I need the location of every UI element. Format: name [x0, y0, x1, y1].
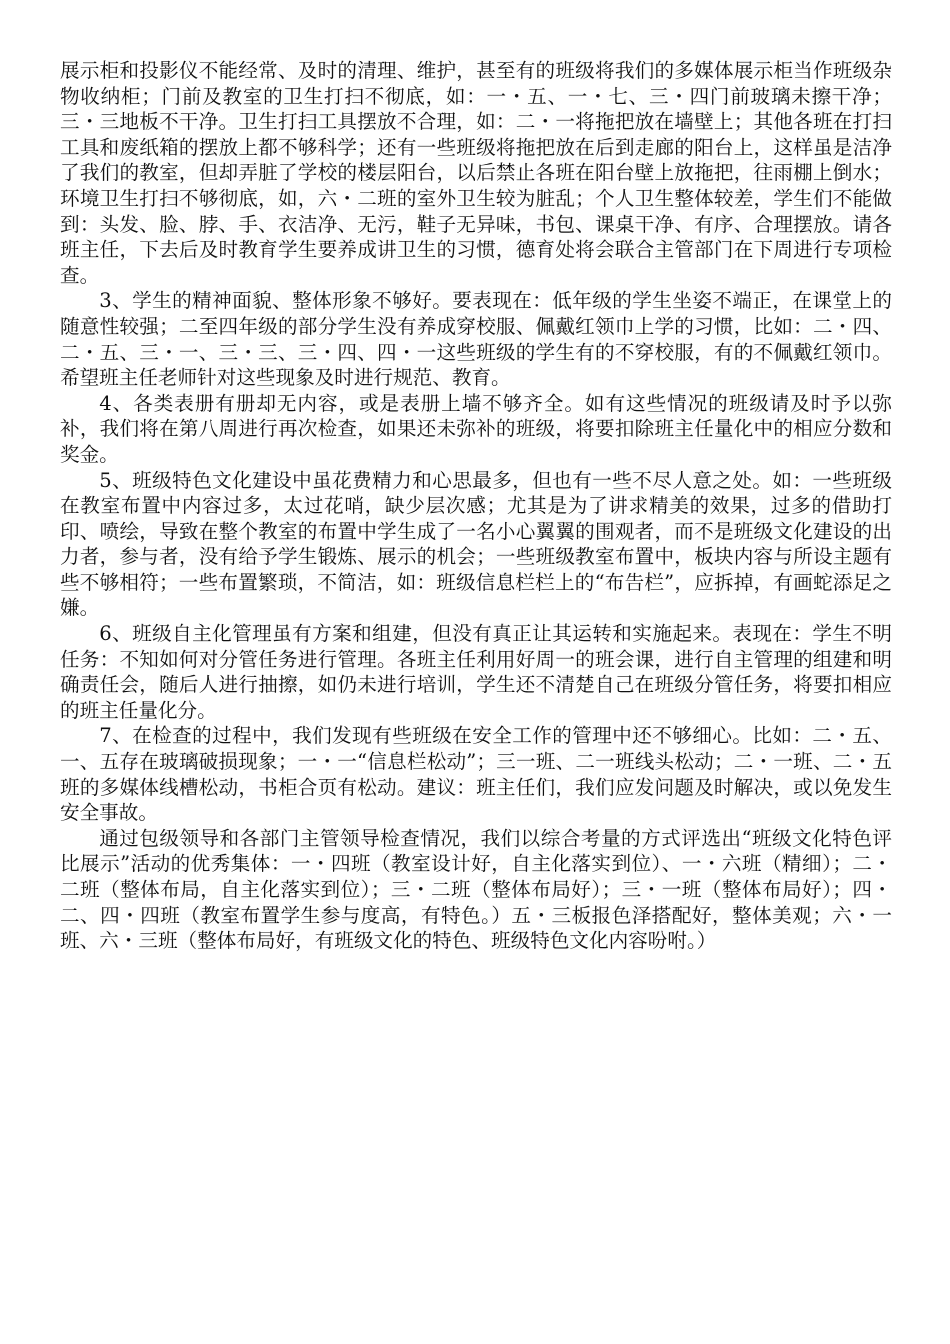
- paragraph-item-4: 4、各类表册有册却无内容，或是表册上墙不够齐全。如有这些情况的班级请及时予以弥补，我们将在第八周进行再次检查，如果还未弥补的班级，将要扣除班主任量化中的相应分数和奖金。: [60, 391, 892, 466]
- paragraph-item-7: 7、在检查的过程中，我们发现有些班级在安全工作的管理中还不够细心。比如：二・五、一、五存在玻璃破损现象；一・一“信息栏松动”；三一班、二一班线头松动；二・一班、二・五班的多媒体线槽松动，书柜合页有松动。建议：班主任们，我们应发问题及时解决，或以免发生安全事故。: [60, 724, 892, 825]
- paragraph-continued-hygiene: 展示柜和投影仪不能经常、及时的清理、维护，甚至有的班级将我们的多媒体展示柜当作班级杂物收纳柜；门前及教室的卫生打扫不彻底，如：一・五、一・七、三・四门前玻璃未擦干净；三・三地板不干净。卫生打扫工具摆放不合理，如：二・一将拖把放在墙壁上；其他各班在打扫工具和废纸箱的摆放上都不够科学；还有一些班级将拖把放在后到走廊的阳台上，这样虽是洁净了我们的教室，但却弄脏了学校的楼层阳台，以后禁止各班在阳台壁上放拖把，往雨棚上倒水；环境卫生打扫不够彻底，如，六・二班的室外卫生较为脏乱；个人卫生整体较差，学生们不能做到：头发、脸、脖、手、衣洁净、无污，鞋子无异味，书包、课桌干净、有序、合理摆放。请各班主任，下去后及时教育学生要养成讲卫生的习惯，德育处将会联合主管部门在下周进行专项检查。: [60, 59, 892, 287]
- document-page: [60, 58, 892, 954]
- paragraph-item-3: 3、学生的精神面貌、整体形象不够好。要表现在：低年级的学生坐姿不端正，在课堂上的随意性较强；二至四年级的部分学生没有养成穿校服、佩戴红领巾上学的习惯，比如：二・四、二・五、三・一、三・三、三・四、四・一这些班级的学生有的不穿校服，有的不佩戴红领巾。希望班主任老师针对这些现象及时进行规范、教育。: [60, 289, 892, 390]
- paragraph-item-6: 6、班级自主化管理虽有方案和组建，但没有真正让其运转和实施起来。表现在：学生不明任务：不知如何对分管任务进行管理。各班主任利用好周一的班会课，进行自主管理的组建和明确责任会，随后人进行抽擦，如仍未进行培训，学生还不清楚自己在班级分管任务，将要扣相应的班主任量化分。: [60, 622, 892, 722]
- paragraph-summary: 通过包级领导和各部门主管领导检查情况，我们以综合考量的方式评选出“班级文化特色评比展示”活动的优秀集体：一・四班（教室设计好，自主化落实到位）、一・六班（精细）；二・二班（整体布局，自主化落实到位）；三・二班（整体布局好）；三・一班（整体布局好）；四・二、四・四班（教室布置学生参与度高，有特色。）五・三板报色泽搭配好，整体美观；六・一班、六・三班（整体布局好，有班级文化的特色、班级特色文化内容吩咐。）: [60, 826, 892, 953]
- paragraph-item-5: 5、班级特色文化建设中虽花费精力和心思最多，但也有一些不尽人意之处。如：一些班级在教室布置中内容过多，太过花哨，缺少层次感；尤其是为了讲求精美的效果，过多的借助打印、喷绘，导致在整个教室的布置中学生成了一名小心翼翼的围观者，而不是班级文化建设的出力者，参与者，没有给予学生锻炼、展示的机会；一些班级教室布置中，板块内容与所设主题有些不够相符；一些布置繁琐，不简洁，如：班级信息栏栏上的“布告栏”，应拆掉，有画蛇添足之嫌。: [60, 468, 892, 620]
